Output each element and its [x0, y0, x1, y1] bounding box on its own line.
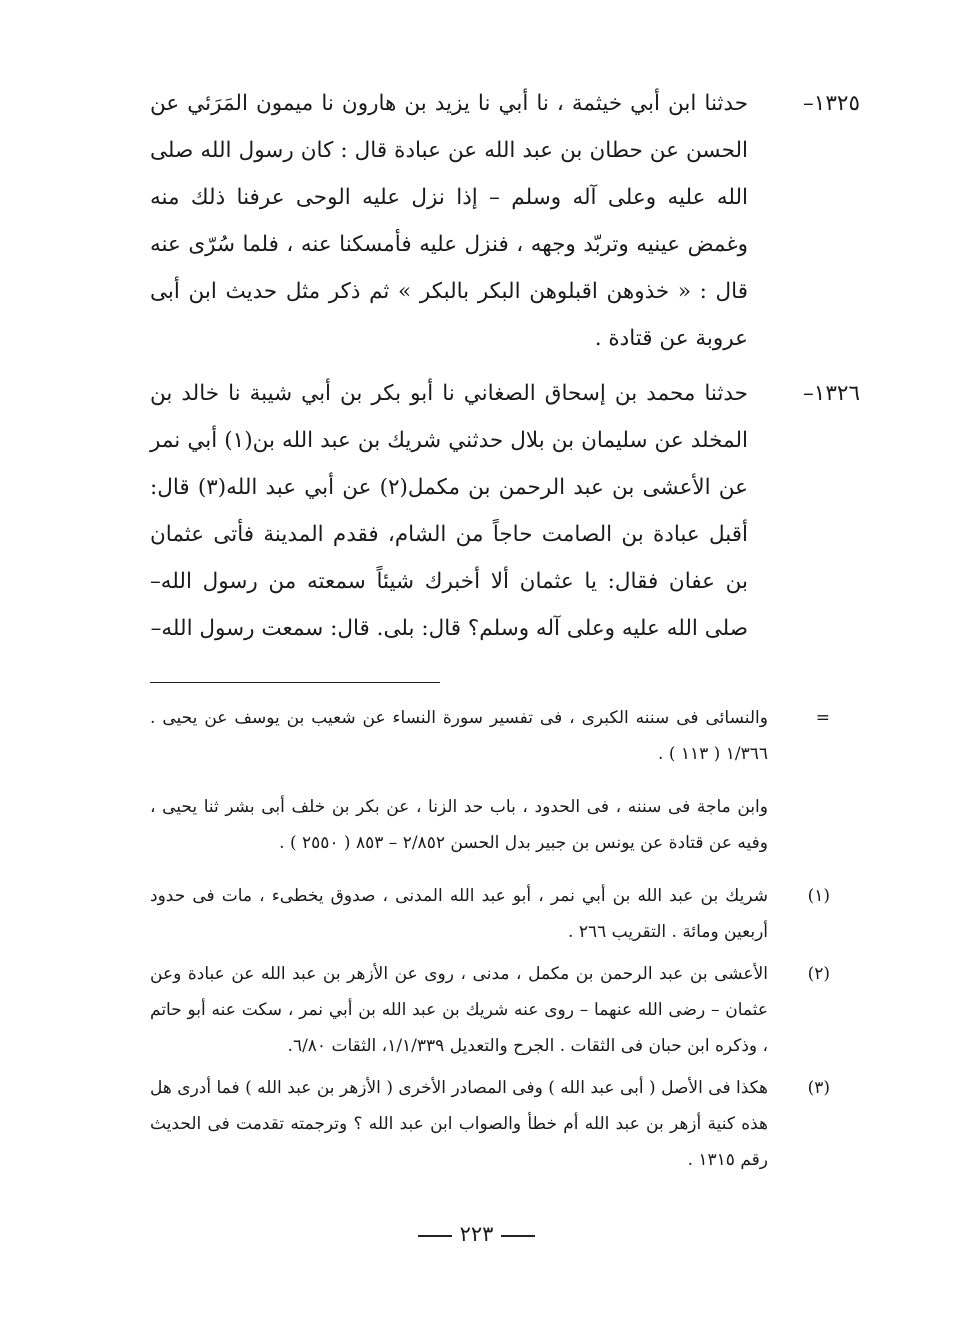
- footnote-number: (١): [807, 886, 830, 906]
- footnote-paragraph: والنسائى فى سننه الكبرى ، فى تفسير سورة النساء عن شعيب بن يوسف عن يحيى . ١/٣٦٦ ( ١١٣ ) .: [150, 708, 768, 764]
- footnotes-section: [150, 700, 860, 1178]
- page-number-text: ٢٢٣: [459, 1222, 494, 1246]
- text-line: حدثنا ابن أبي خيثمة ، نا أبي نا يزيد بن هارون نا ميمون المَرَئي: [187, 91, 748, 116]
- text-line: خالد بن المخلد عن سليمان بن بلال حدثني شريك بن: [150, 381, 748, 453]
- footnote-number: (٣): [807, 1078, 830, 1098]
- hadith-1326: [150, 370, 860, 652]
- text-line: أبي عبد الله(٣) قال: أقبل عبادة بن الصامت حاجاً من الشام، فقدم المدينة: [150, 475, 748, 547]
- continuation-mark: =: [815, 708, 830, 728]
- text-line: عن الحسن عن حطان بن عبد الله عن عبادة قال : كان رسول الله: [150, 91, 748, 163]
- footnote-1: [150, 878, 830, 950]
- page-number-dash: [501, 1235, 535, 1237]
- page-number: [0, 1222, 953, 1246]
- footnote-3: [150, 1070, 830, 1178]
- footnote-2: [150, 956, 830, 1064]
- text-line: حدثنا محمد بن إسحاق الصغاني نا أبو بكر بن أبي شيبة نا: [228, 381, 748, 406]
- footnote-text: شريك بن عبد الله بن أبي نمر ، أبو عبد الله المدنى ، صدوق يخطىء ، مات فى حدود أربعين ومائة . التقريب ٢٦٦ .: [150, 886, 768, 942]
- footnote-paragraph: وابن ماجة فى سننه ، فى الحدود ، باب حد الزنا ، عن بكر بن خلف أبى بشر ثنا يحيى ، وفيه عن قتادة عن يونس بن جبير بدل الحسن ٢/٨٥٢ – ٨٥٣ ( ٢٥٥٠ ) .: [150, 797, 768, 853]
- footnote-continuation: [150, 700, 830, 861]
- footnote-text: هكذا فى الأصل ( أبى عبد الله ) وفى المصادر الأخرى ( الأزهر بن عبد الله ) فما أدرى هل هذه كنية أزهر بن عبد الله أم خطأ والصواب ابن عبد الله ؟ وترجمته تقدمت فى الحديث رقم ١٣١٥ .: [150, 1078, 768, 1170]
- footnote-number: (٢): [807, 964, 830, 984]
- hadith-1325: [150, 80, 860, 362]
- text-line: سُرّى عنه قال : « خذوهن اقبلوهن البكر بالبكر » ثم ذكر مثل: [150, 232, 749, 304]
- text-line: منه وغمض عينيه وتربّد وجهه ، فنزل عليه فأمسكنا عنه ، فلما: [150, 185, 748, 257]
- footnote-text: الأعشى بن عبد الرحمن بن مكمل ، مدنى ، روى عن الأزهر بن عبد الله عن عبادة وعن عثمان – رضى الله عنهما – روى عنه شريك بن عبد الله بن أبي نمر ، سكت عنه أبو حاتم ، وذكره ابن حبان فى الثقات . الجرح والتعديل ١/١/٣٣٩، الثقات ٦/٨٠.: [150, 964, 768, 1056]
- text-line: صلى الله عليه وعلى آله وسلم؟ قال: بلى. قال: سمعت رسول الله–: [150, 616, 748, 641]
- footnote-separator: [150, 682, 440, 683]
- page-content: [150, 80, 860, 1178]
- hadith-number: ١٣٢٥–: [803, 91, 860, 116]
- page-number-dash: [418, 1235, 452, 1237]
- hadith-number: ١٣٢٦–: [803, 381, 860, 406]
- text-line: صلى الله عليه وعلى آله وسلم – إذا نزل عليه الوحى عرفنا ذلك: [150, 138, 748, 210]
- text-line: فأتى عثمان بن عفان فقال: يا عثمان ألا أخبرك شيئاً سمعته من رسول الله–: [150, 522, 748, 594]
- text-line: عبد الله بن(١) أبي نمر عن الأعشى بن عبد الرحمن بن مكمل(٢) عن: [150, 428, 748, 500]
- text-line: حديث ابن أبى عروبة عن قتادة .: [150, 279, 748, 351]
